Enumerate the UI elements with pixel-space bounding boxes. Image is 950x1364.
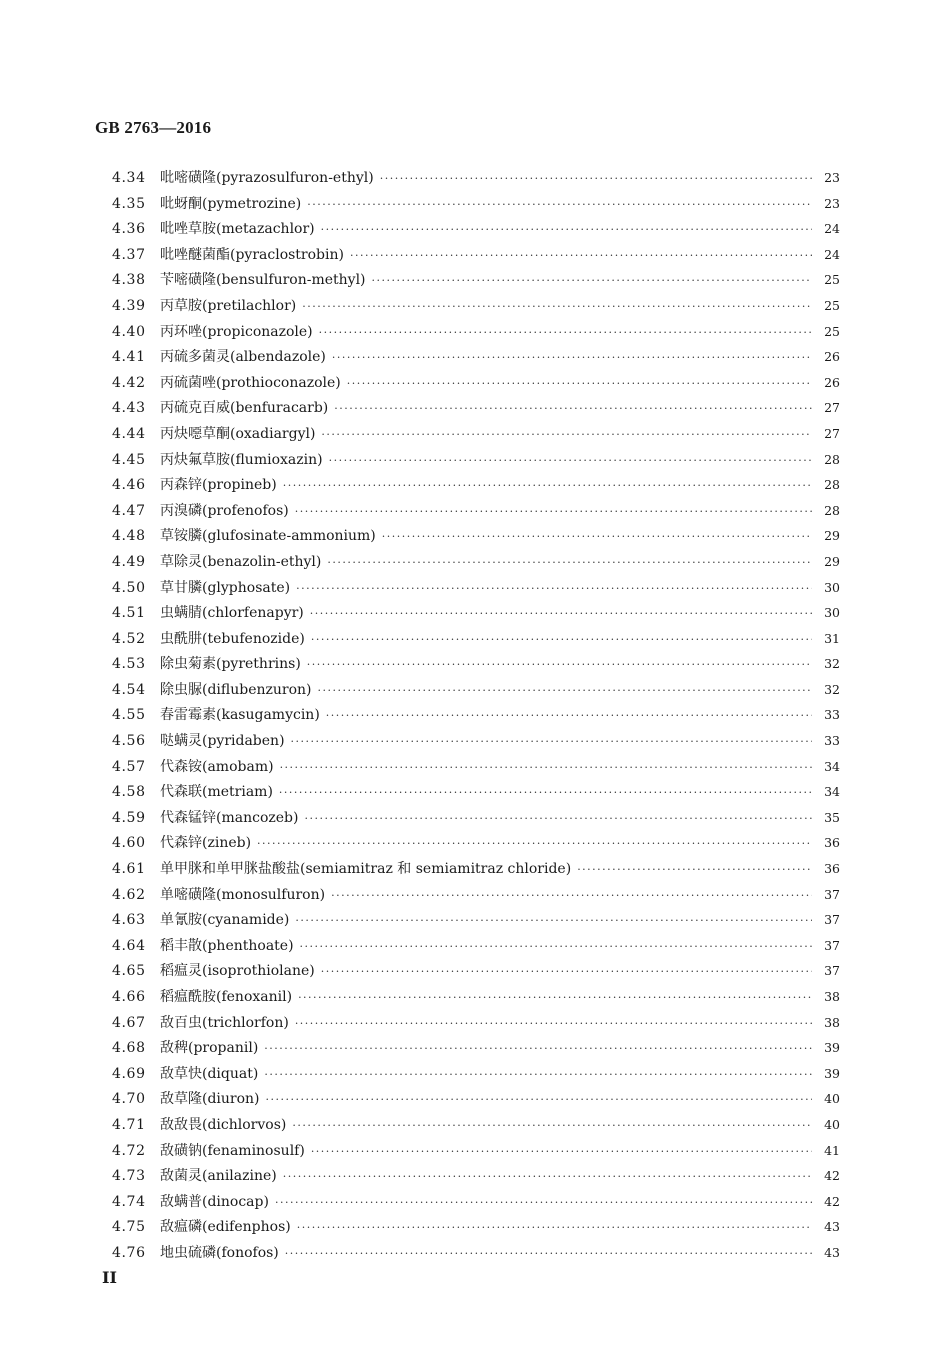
toc-entry-page: 23 (824, 195, 840, 211)
toc-entry-title: 虫酰肼(tebufenozide) (160, 630, 305, 647)
toc-entry-number: 4.53 (112, 656, 146, 673)
toc-entry[interactable] (112, 884, 840, 910)
toc-dot-leader (311, 633, 812, 646)
toc-entry-number: 4.49 (112, 553, 146, 570)
toc-entry-number: 4.73 (112, 1168, 146, 1185)
toc-dot-leader (331, 889, 812, 902)
toc-entry-title: 代森锰锌(mancozeb) (160, 809, 299, 826)
toc-entry-number: 4.42 (112, 374, 146, 391)
toc-entry-number: 4.45 (112, 451, 146, 468)
toc-dot-leader (329, 454, 812, 467)
toc-entry[interactable] (112, 960, 840, 986)
toc-dot-leader (321, 223, 812, 236)
toc-entry-title: 吡蚜酮(pymetrozine) (160, 195, 302, 212)
toc-entry-number: 4.39 (112, 297, 146, 314)
toc-entry-number: 4.48 (112, 528, 146, 545)
toc-entry[interactable] (112, 730, 840, 756)
toc-entry-number: 4.38 (112, 272, 146, 289)
toc-entry[interactable] (112, 909, 840, 935)
toc-entry-page: 31 (824, 630, 840, 646)
toc-entry-title: 吡唑草胺(metazachlor) (160, 221, 315, 238)
toc-dot-leader (292, 1119, 812, 1132)
toc-entry[interactable] (112, 1165, 840, 1191)
toc-entry-title: 代森锌(zineb) (160, 835, 252, 852)
toc-entry-number: 4.51 (112, 605, 146, 622)
toc-entry-number: 4.40 (112, 323, 146, 340)
toc-entry-title: 草除灵(benazolin-ethyl) (160, 553, 322, 570)
toc-entry-page: 28 (824, 502, 840, 518)
toc-entry-page: 38 (824, 989, 840, 1004)
toc-entry-title: 丙环唑(propiconazole) (160, 323, 313, 340)
toc-entry-title: 敌百虫(trichlorfon) (160, 1014, 289, 1031)
toc-dot-leader (318, 684, 812, 697)
toc-entry-number: 4.64 (112, 937, 146, 954)
toc-dot-leader (295, 1017, 812, 1030)
toc-entry-page: 39 (824, 1040, 840, 1056)
toc-entry-title: 虫螨腈(chlorfenapyr) (160, 605, 304, 622)
toc-dot-leader (266, 1093, 812, 1106)
toc-entry[interactable] (112, 1088, 840, 1114)
toc-entry-page: 37 (824, 963, 840, 979)
toc-dot-leader (307, 658, 812, 671)
toc-entry[interactable] (112, 244, 840, 270)
toc-entry-title: 稻瘟灵(isoprothiolane) (160, 963, 315, 980)
toc-entry-number: 4.59 (112, 809, 146, 826)
toc-entry[interactable] (112, 704, 840, 730)
toc-entry-number: 4.67 (112, 1014, 146, 1031)
toc-entry-page: 34 (824, 784, 840, 800)
toc-entry-page: 39 (824, 1065, 840, 1081)
toc-dot-leader (372, 274, 812, 287)
toc-entry-page: 32 (824, 681, 840, 697)
toc-entry-number: 4.57 (112, 758, 146, 775)
toc-entry-page: 42 (824, 1193, 840, 1209)
toc-entry[interactable] (112, 1063, 840, 1089)
toc-entry-page: 43 (824, 1244, 840, 1260)
toc-entry-page: 37 (824, 912, 840, 928)
toc-entry-page: 25 (824, 272, 840, 288)
toc-entry-page: 30 (824, 605, 840, 621)
toc-entry-number: 4.43 (112, 400, 146, 417)
toc-entry-title: 单甲脒和单甲脒盐酸盐(semiamitraz 和 semiamitraz chloride) (160, 861, 572, 878)
toc-entry-number: 4.41 (112, 349, 146, 366)
toc-entry-number: 4.44 (112, 425, 146, 442)
toc-entry[interactable] (112, 1037, 840, 1063)
toc-entry-number: 4.75 (112, 1219, 146, 1236)
toc-dot-leader (382, 530, 812, 543)
toc-entry-number: 4.74 (112, 1193, 146, 1210)
toc-entry-title: 吡嘧磺隆(pyrazosulfuron-ethyl) (160, 170, 374, 186)
toc-dot-leader (264, 1068, 812, 1081)
toc-entry[interactable] (112, 397, 840, 423)
toc-dot-leader (577, 863, 812, 876)
toc-entry-title: 丙硫多菌灵(albendazole) (160, 349, 326, 366)
toc-dot-leader (327, 556, 812, 569)
toc-entry[interactable] (112, 577, 840, 603)
toc-dot-leader (285, 1247, 812, 1260)
toc-entry-number: 4.55 (112, 707, 146, 724)
toc-entry-title: 除虫脲(diflubenzuron) (160, 681, 312, 698)
toc-entry-page: 28 (824, 451, 840, 467)
toc-dot-leader (275, 1196, 812, 1209)
toc-entry-number: 4.56 (112, 733, 146, 750)
toc-entry-title: 除虫菊素(pyrethrins) (160, 656, 301, 673)
toc-entry[interactable] (112, 449, 840, 475)
toc-entry-page: 36 (824, 861, 840, 877)
toc-dot-leader (300, 940, 812, 953)
document-code-header: GB 2763—2016 (95, 118, 212, 137)
toc-entry[interactable] (112, 423, 840, 449)
toc-dot-leader (307, 198, 812, 211)
toc-entry[interactable] (112, 832, 840, 858)
toc-dot-leader (296, 582, 812, 595)
toc-entry[interactable] (112, 1012, 840, 1038)
toc-entry-page: 41 (824, 1142, 840, 1158)
toc-dot-leader (283, 1170, 812, 1183)
toc-dot-leader (350, 249, 812, 262)
toc-entry[interactable] (112, 500, 840, 526)
toc-entry-title: 敌磺钠(fenaminosulf) (160, 1142, 305, 1159)
toc-entry-page: 42 (824, 1168, 840, 1184)
toc-entry[interactable] (112, 551, 840, 577)
toc-entry-number: 4.50 (112, 579, 146, 596)
toc-entry[interactable] (112, 218, 840, 244)
toc-entry[interactable] (112, 1140, 840, 1166)
toc-entry[interactable] (112, 474, 840, 500)
toc-entry[interactable] (112, 1216, 840, 1242)
toc-entry-page: 35 (824, 809, 840, 825)
toc-entry[interactable] (112, 935, 840, 961)
toc-entry-page: 32 (824, 656, 840, 672)
table-of-contents (112, 167, 840, 1268)
toc-entry-page: 28 (824, 477, 840, 493)
toc-entry-page: 43 (824, 1219, 840, 1235)
toc-entry-title: 单氰胺(cyanamide) (160, 912, 290, 929)
toc-dot-leader (380, 172, 812, 185)
toc-entry-title: 丙溴磷(profenofos) (160, 502, 289, 519)
toc-entry-page: 40 (824, 1091, 840, 1107)
toc-entry-page: 25 (824, 323, 840, 339)
toc-dot-leader (295, 505, 812, 518)
toc-entry-title: 丙炔氟草胺(flumioxazin) (160, 451, 323, 468)
toc-dot-leader (302, 300, 812, 313)
toc-entry-title: 丙硫克百威(benfuracarb) (160, 400, 329, 417)
toc-dot-leader (311, 1145, 812, 1158)
toc-entry-title: 敌瘟磷(edifenphos) (160, 1219, 291, 1236)
toc-entry-page: 25 (824, 297, 840, 313)
toc-entry-page: 40 (824, 1116, 840, 1132)
toc-entry-title: 吡唑醚菌酯(pyraclostrobin) (160, 246, 344, 263)
toc-entry-title: 丙草胺(pretilachlor) (160, 297, 297, 314)
toc-entry-number: 4.54 (112, 681, 146, 698)
toc-entry-number: 4.71 (112, 1116, 146, 1133)
toc-entry-number: 4.65 (112, 963, 146, 980)
toc-dot-leader (304, 812, 812, 825)
toc-dot-leader (332, 351, 812, 364)
toc-entry-page: 30 (824, 579, 840, 595)
toc-entry-page: 33 (824, 707, 840, 723)
toc-dot-leader (291, 735, 812, 748)
toc-entry[interactable] (112, 679, 840, 705)
toc-entry[interactable] (112, 167, 840, 193)
toc-entry-title: 草甘膦(glyphosate) (160, 579, 291, 596)
toc-entry[interactable] (112, 653, 840, 679)
toc-entry-page: 34 (824, 758, 840, 774)
toc-entry-number: 4.46 (112, 477, 146, 494)
toc-entry-title: 丙炔噁草酮(oxadiargyl) (160, 425, 316, 442)
toc-entry-number: 4.52 (112, 630, 146, 647)
toc-entry[interactable] (112, 1114, 840, 1140)
toc-entry-page: 26 (824, 349, 840, 365)
toc-entry-title: 敌草隆(diuron) (160, 1091, 260, 1108)
toc-dot-leader (310, 607, 812, 620)
toc-entry-page: 38 (824, 1014, 840, 1030)
toc-entry-page: 29 (824, 553, 840, 569)
toc-dot-leader (280, 761, 812, 774)
toc-entry-number: 4.63 (112, 912, 146, 929)
toc-entry[interactable] (112, 321, 840, 347)
toc-entry[interactable] (112, 756, 840, 782)
toc-entry-page: 37 (824, 886, 840, 902)
toc-entry-title: 代森铵(amobam) (160, 758, 274, 775)
toc-entry-title: 敌稗(propanil) (160, 1040, 259, 1057)
toc-dot-leader (319, 326, 812, 339)
toc-entry-number: 4.60 (112, 835, 146, 852)
toc-entry-page: 36 (824, 835, 840, 851)
toc-entry-title: 苄嘧磺隆(bensulfuron-methyl) (160, 272, 366, 289)
toc-entry-number: 4.70 (112, 1091, 146, 1108)
toc-entry-page: 24 (824, 246, 840, 262)
toc-entry-title: 哒螨灵(pyridaben) (160, 733, 285, 750)
toc-entry-number: 4.58 (112, 784, 146, 801)
toc-entry-number: 4.69 (112, 1065, 146, 1082)
toc-entry-title: 地虫硫磷(fonofos) (160, 1244, 279, 1261)
toc-entry[interactable] (112, 628, 840, 654)
toc-entry-number: 4.36 (112, 221, 146, 238)
toc-entry-title: 敌敌畏(dichlorvos) (160, 1116, 287, 1133)
toc-dot-leader (334, 402, 812, 415)
toc-entry-number: 4.61 (112, 861, 146, 878)
toc-dot-leader (283, 479, 812, 492)
toc-entry[interactable] (112, 1242, 840, 1268)
toc-dot-leader (347, 377, 812, 390)
toc-entry-page: 24 (824, 221, 840, 237)
toc-entry-title: 敌螨普(dinocap) (160, 1193, 269, 1210)
toc-entry-page: 26 (824, 374, 840, 390)
toc-entry-number: 4.66 (112, 989, 146, 1005)
toc-entry-page: 27 (824, 400, 840, 416)
toc-entry-number: 4.34 (112, 170, 146, 186)
toc-dot-leader (321, 428, 812, 441)
toc-entry-title: 稻瘟酰胺(fenoxanil) (160, 989, 293, 1005)
toc-entry-number: 4.76 (112, 1244, 146, 1261)
toc-entry-number: 4.68 (112, 1040, 146, 1057)
toc-entry-title: 敌菌灵(anilazine) (160, 1168, 277, 1185)
toc-dot-leader (257, 837, 812, 850)
toc-entry-title: 单嘧磺隆(monosulfuron) (160, 886, 326, 903)
toc-dot-leader (264, 1042, 812, 1055)
toc-entry-title: 丙森锌(propineb) (160, 477, 277, 494)
toc-dot-leader (279, 786, 812, 799)
toc-entry-title: 代森联(metriam) (160, 784, 273, 801)
toc-entry[interactable] (112, 193, 840, 219)
toc-dot-leader (295, 914, 812, 927)
toc-entry-page: 27 (824, 425, 840, 441)
toc-entry-page: 37 (824, 937, 840, 953)
toc-entry[interactable] (112, 807, 840, 833)
toc-entry[interactable] (112, 372, 840, 398)
toc-entry-page: 33 (824, 733, 840, 749)
toc-entry[interactable] (112, 269, 840, 295)
toc-entry-number: 4.62 (112, 886, 146, 903)
toc-entry-title: 草铵膦(glufosinate-ammonium) (160, 528, 376, 545)
toc-entry[interactable] (112, 1191, 840, 1217)
toc-entry-title: 敌草快(diquat) (160, 1065, 259, 1082)
toc-entry[interactable] (112, 781, 840, 807)
toc-entry[interactable] (112, 525, 840, 551)
toc-entry-number: 4.47 (112, 502, 146, 519)
toc-entry-page: 29 (824, 528, 840, 544)
toc-entry-number: 4.37 (112, 246, 146, 263)
toc-entry[interactable] (112, 346, 840, 372)
page-number: II (102, 1268, 117, 1287)
toc-entry[interactable] (112, 986, 840, 1012)
toc-entry[interactable] (112, 602, 840, 628)
toc-dot-leader (326, 709, 812, 722)
toc-entry[interactable] (112, 858, 840, 884)
toc-entry-number: 4.72 (112, 1142, 146, 1159)
toc-entry-title: 春雷霉素(kasugamycin) (160, 707, 320, 724)
toc-dot-leader (321, 965, 812, 978)
toc-entry-title: 丙硫菌唑(prothioconazole) (160, 374, 341, 391)
toc-entry-page: 23 (824, 170, 840, 185)
toc-entry-number: 4.35 (112, 195, 146, 212)
toc-entry-title: 稻丰散(phenthoate) (160, 937, 294, 954)
toc-dot-leader (298, 991, 812, 1004)
toc-dot-leader (297, 1221, 812, 1234)
toc-entry[interactable] (112, 295, 840, 321)
